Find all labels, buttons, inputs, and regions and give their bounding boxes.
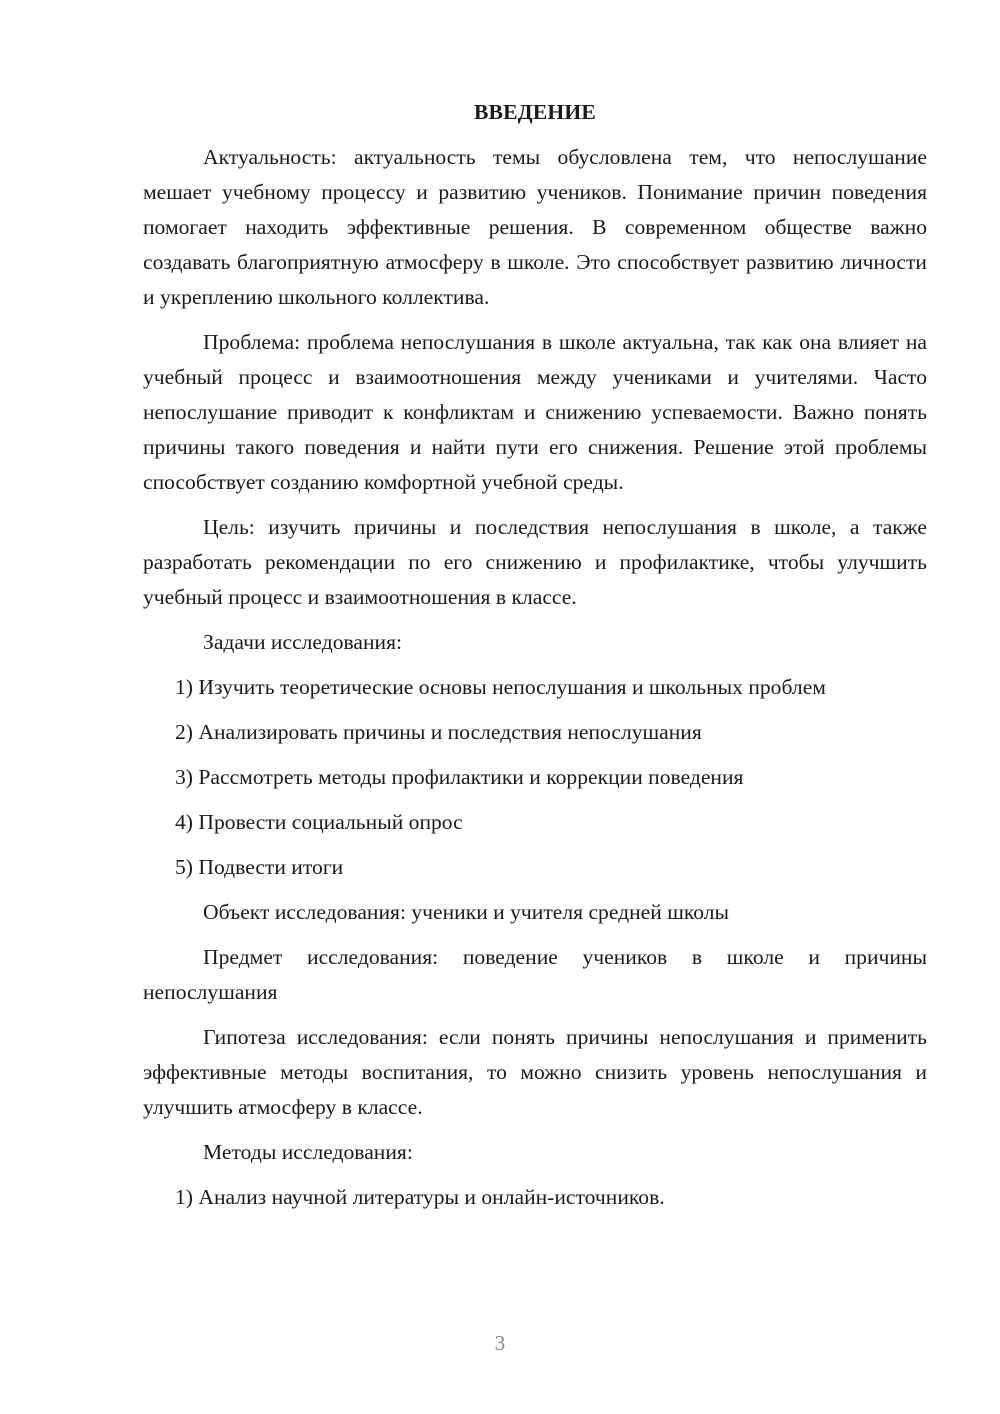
tasks-title: Задачи исследования: [203, 630, 403, 654]
page-content [143, 95, 927, 1225]
page-number: 3 [494, 1331, 506, 1355]
list-item: 4) Провести социальный опрос [175, 810, 463, 834]
list-item: 5) Подвести итоги [175, 855, 344, 879]
section-heading: ВВЕДЕНИЕ [473, 100, 597, 124]
paragraph-hypothesis: Гипотеза исследования: если понять причины непослушания и применить эффективные методы воспитания, то можно снизить уровень непослушания и улучшить атмосферу в классе. [143, 1025, 927, 1119]
list-item: 1) Анализ научной литературы и онлайн-источников. [175, 1185, 665, 1209]
paragraph-subject: Предмет исследования: поведение учеников в школе и причины непослушания [143, 945, 927, 1004]
list-item: 2) Анализировать причины и последствия непослушания [175, 720, 702, 744]
paragraph-goal: Цель: изучить причины и последствия непослушания в школе, а также разработать рекомендации по его снижению и профилактике, чтобы улучшить учебный процесс и взаимоотношения в классе. [143, 515, 927, 609]
list-item: 1) Изучить теоретические основы непослушания и школьных проблем [175, 675, 826, 699]
paragraph-relevance: Актуальность: актуальность темы обусловлена тем, что непослушание мешает учебному процессу и развитию учеников. Понимание причин поведения помогает находить эффективные решения. В современном обществе важно создавать благоприятную атмосферу в школе. Это способствует развитию личности и укреплению школьного коллектива. [143, 145, 927, 309]
paragraph-problem: Проблема: проблема непослушания в школе актуальна, так как она влияет на учебный процесс и взаимоотношения между учениками и учителями. Часто непослушание приводит к конфликтам и снижению успеваемости. Важно понять причины такого поведения и найти пути его снижения. Решение этой проблемы способствует созданию комфортной учебной среды. [143, 330, 927, 494]
methods-title: Методы исследования: [203, 1140, 413, 1164]
paragraph-object: Объект исследования: ученики и учителя средней школы [203, 900, 730, 924]
list-item: 3) Рассмотреть методы профилактики и коррекции поведения [175, 765, 744, 789]
